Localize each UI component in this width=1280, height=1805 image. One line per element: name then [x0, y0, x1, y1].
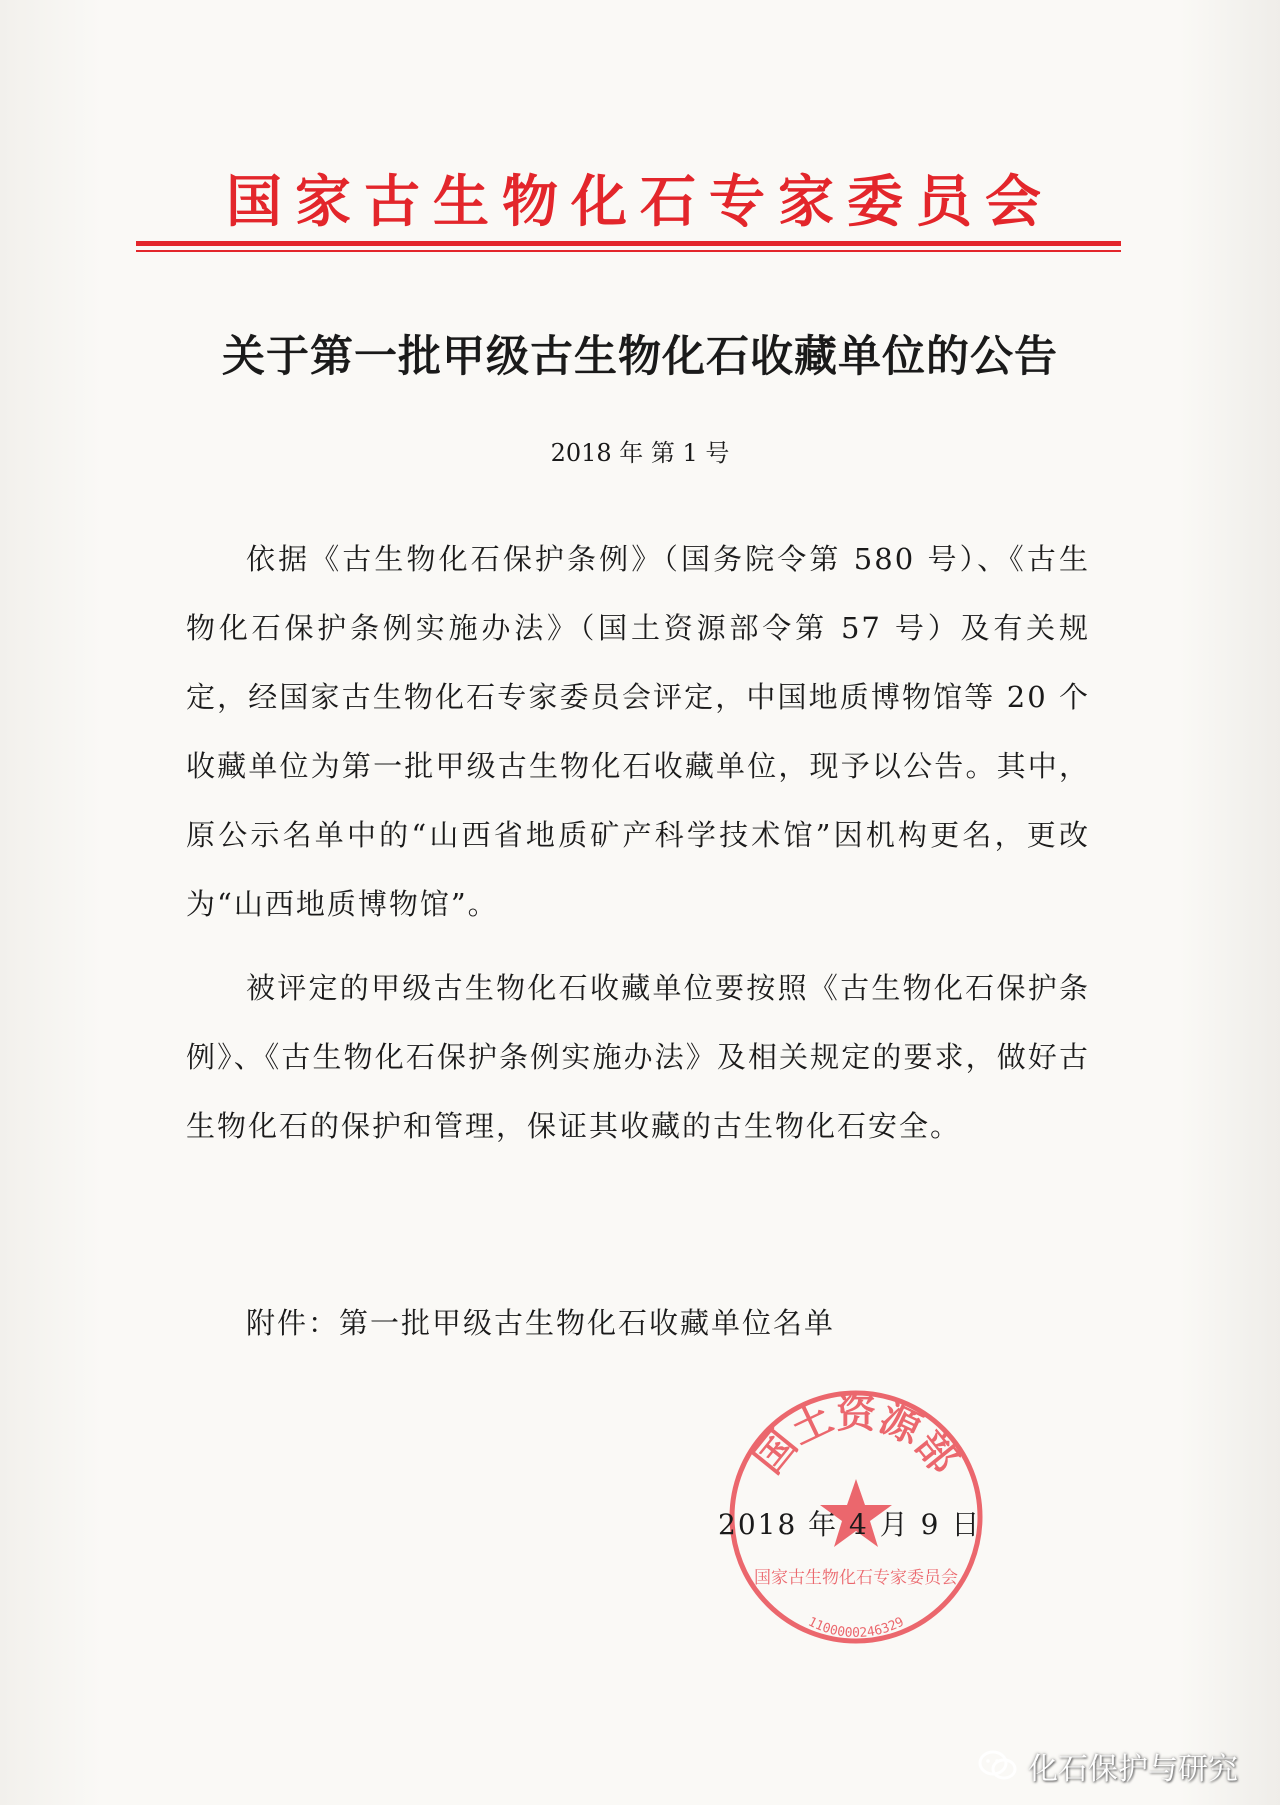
seal-bottom-text: 国家古生物化石专家委员会 — [754, 1568, 958, 1588]
wechat-icon — [978, 1749, 1018, 1783]
watermark — [978, 1744, 1238, 1788]
letterhead-title: 国家古生物化石专家委员会 — [226, 170, 1054, 235]
body-paragraph-2: 被评定的甲级古生物化石收藏单位要按照《古生物化石保护条例》、《古生物化石保护条例实施办法》及相关规定的要求，做好古生物化石的保护和管理，保证其收藏的古生物化石安全。 — [186, 971, 1090, 1143]
document-number: 2018 年 第 1 号 — [550, 439, 730, 467]
issue-date: 2018 年 4 月 9 日 — [718, 1508, 982, 1541]
seal-serial: 1100000246329 — [805, 1614, 907, 1641]
seal-top-text: 国土资源部 — [744, 1390, 968, 1483]
body-paragraph-1: 依据《古生物化石保护条例》（国务院令第 580 号）、《古生物化石保护条例实施办法》（国土资源部令第 57 号）及有关规定，经国家古生物化石专家委员会评定，中国地质博物馆等 20 个收藏单位为第一批甲级古生物化石收藏单位，现予以公告。其中，原公示名单中的“山西省地质矿产科学技术馆”因机构更名，更改为“山西地质博物馆”。 — [186, 542, 1090, 921]
watermark-text: 化石保护与研究 — [1028, 1752, 1238, 1787]
announcement-title: 关于第一批甲级古生物化石收藏单位的公告 — [222, 332, 1058, 382]
letterhead-divider-thin — [136, 250, 1121, 252]
attachment-line: 附件：第一批甲级古生物化石收藏单位名单 — [246, 1306, 836, 1340]
letterhead-divider — [136, 241, 1121, 246]
